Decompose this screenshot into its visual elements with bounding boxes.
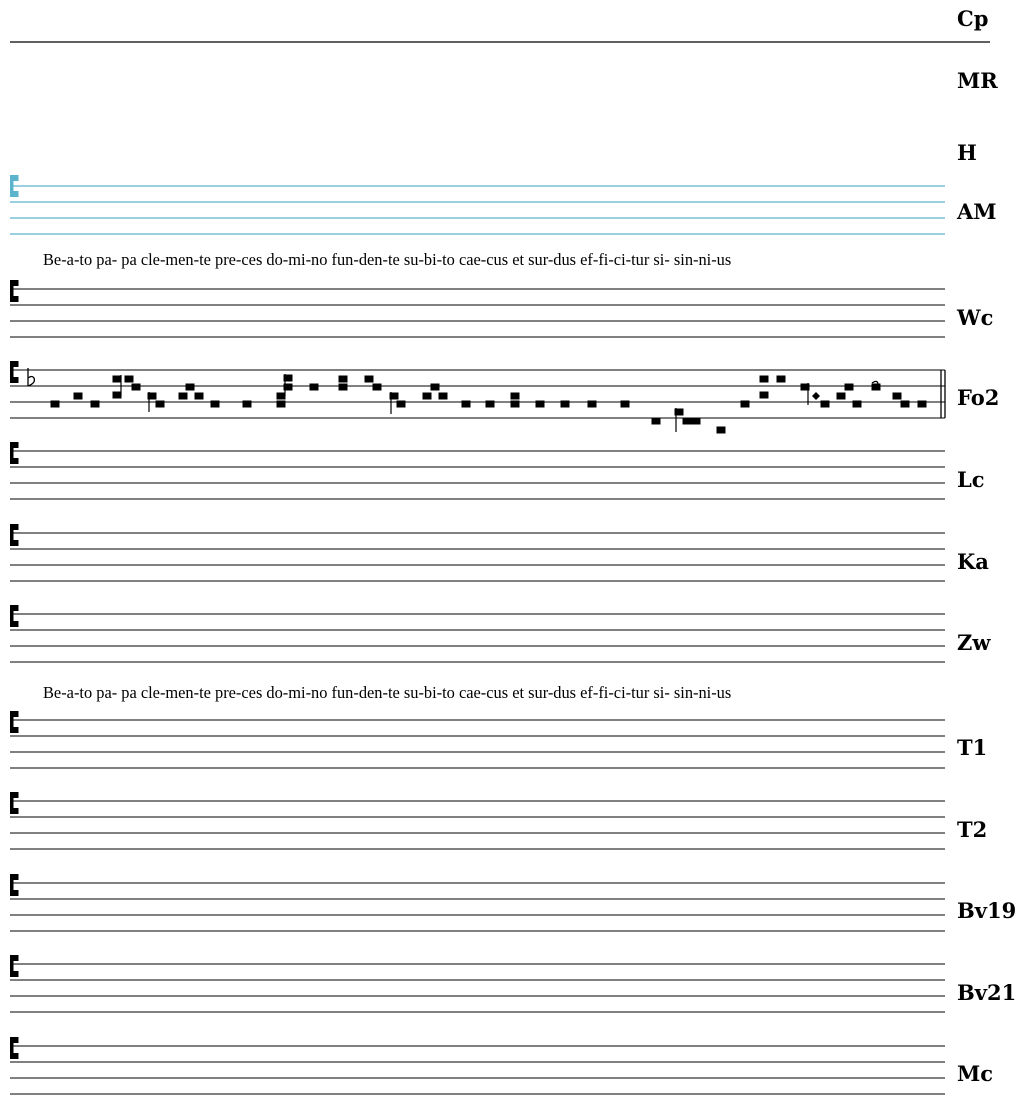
siglum-t2: T2 bbox=[957, 817, 988, 842]
c-clef-icon bbox=[10, 524, 19, 546]
neume-note bbox=[431, 384, 440, 391]
neume-note bbox=[561, 401, 570, 408]
neume-note bbox=[423, 393, 432, 400]
siglum-zw: Zw bbox=[957, 630, 991, 655]
neume-note bbox=[621, 401, 630, 408]
siglum-fo2: Fo2 bbox=[957, 385, 1000, 410]
fo2-neumes bbox=[51, 374, 927, 434]
neume-note bbox=[462, 401, 471, 408]
staff-t1[interactable] bbox=[10, 720, 945, 768]
staff-am[interactable] bbox=[10, 186, 945, 234]
c-clef-icon bbox=[10, 280, 19, 302]
neume-note bbox=[211, 401, 220, 408]
neume-note bbox=[717, 427, 726, 434]
neume-note bbox=[853, 401, 862, 408]
neume-note bbox=[486, 401, 495, 408]
neume-note bbox=[51, 401, 60, 408]
c-clef-icon bbox=[10, 1037, 19, 1059]
staff-zw[interactable] bbox=[10, 614, 945, 662]
siglum-lc: Lc bbox=[957, 467, 985, 492]
neume-note bbox=[511, 401, 520, 408]
siglum-t1: T1 bbox=[957, 735, 988, 760]
neume-note bbox=[760, 376, 769, 383]
staff-wc[interactable] bbox=[10, 289, 945, 337]
c-clef-icon bbox=[10, 792, 19, 814]
c-clef-icon bbox=[10, 442, 19, 464]
c-clef-icon bbox=[10, 711, 19, 733]
siglum-mr: MR bbox=[957, 68, 998, 93]
rhombus-note bbox=[812, 392, 820, 400]
staff-t2[interactable] bbox=[10, 801, 945, 849]
neume-note bbox=[113, 376, 122, 383]
neume-note bbox=[837, 393, 846, 400]
staff-ka[interactable] bbox=[10, 533, 945, 581]
lyrics-line-1: Be-a-to pa- pa cle-men-te pre-ces do-mi-no fun-den-te su-bi-to cae-cus et sur-dus ef-fi-ci-tur si- sin-ni-us bbox=[43, 250, 732, 269]
neume-note bbox=[777, 376, 786, 383]
staff-bv19[interactable] bbox=[10, 883, 945, 931]
neume-note bbox=[683, 418, 692, 425]
siglum-cp: Cp bbox=[957, 6, 989, 31]
staff-lc[interactable] bbox=[10, 451, 945, 499]
c-clef-icon bbox=[10, 955, 19, 977]
c-clef-icon bbox=[10, 605, 19, 627]
siglum-mc: Mc bbox=[957, 1061, 994, 1086]
neume-note bbox=[741, 401, 750, 408]
siglum-wc: Wc bbox=[957, 305, 994, 330]
neume-note bbox=[511, 393, 520, 400]
siglum-ka: Ka bbox=[957, 549, 989, 574]
neume-note bbox=[339, 376, 348, 383]
neume-note bbox=[125, 376, 134, 383]
lyrics-line-2: Be-a-to pa- pa cle-men-te pre-ces do-mi-no fun-den-te su-bi-to cae-cus et sur-dus ef-fi-ci-tur si- sin-ni-us bbox=[43, 683, 732, 702]
neume-note bbox=[195, 393, 204, 400]
neume-note bbox=[365, 376, 374, 383]
neume-note bbox=[339, 384, 348, 391]
neume-note bbox=[588, 401, 597, 408]
neume-note bbox=[186, 384, 195, 391]
siglum-bv21: Bv21 bbox=[957, 980, 1017, 1005]
neume-note bbox=[277, 393, 286, 400]
neume-note bbox=[652, 418, 661, 425]
neume-note bbox=[113, 392, 122, 399]
siglum-h: H bbox=[957, 140, 977, 165]
neume-note bbox=[310, 384, 319, 391]
neume-note bbox=[760, 392, 769, 399]
neume-note bbox=[156, 401, 165, 408]
neume-note bbox=[918, 401, 927, 408]
neume-note bbox=[91, 401, 100, 408]
neume-note bbox=[901, 401, 910, 408]
final-barline bbox=[941, 370, 945, 418]
neume-note bbox=[536, 401, 545, 408]
c-clef-icon bbox=[10, 874, 19, 896]
neume-note bbox=[821, 401, 830, 408]
neume-note bbox=[179, 393, 188, 400]
neume-note bbox=[74, 393, 83, 400]
neume-note bbox=[692, 418, 701, 425]
staff-bv21[interactable] bbox=[10, 964, 945, 1012]
flat-icon bbox=[28, 368, 34, 386]
siglum-am: AM bbox=[957, 199, 997, 224]
staff-mc[interactable] bbox=[10, 1046, 945, 1094]
neume-note bbox=[243, 401, 252, 408]
neume-note bbox=[872, 384, 881, 391]
neume-note bbox=[397, 401, 406, 408]
c-clef-icon bbox=[10, 361, 19, 383]
siglum-bv19: Bv19 bbox=[957, 898, 1017, 923]
neume-note bbox=[439, 393, 448, 400]
neume-note bbox=[845, 384, 854, 391]
neume-note bbox=[893, 393, 902, 400]
neume-note bbox=[132, 384, 141, 391]
neume-note bbox=[277, 401, 286, 408]
neume-note bbox=[373, 384, 382, 391]
